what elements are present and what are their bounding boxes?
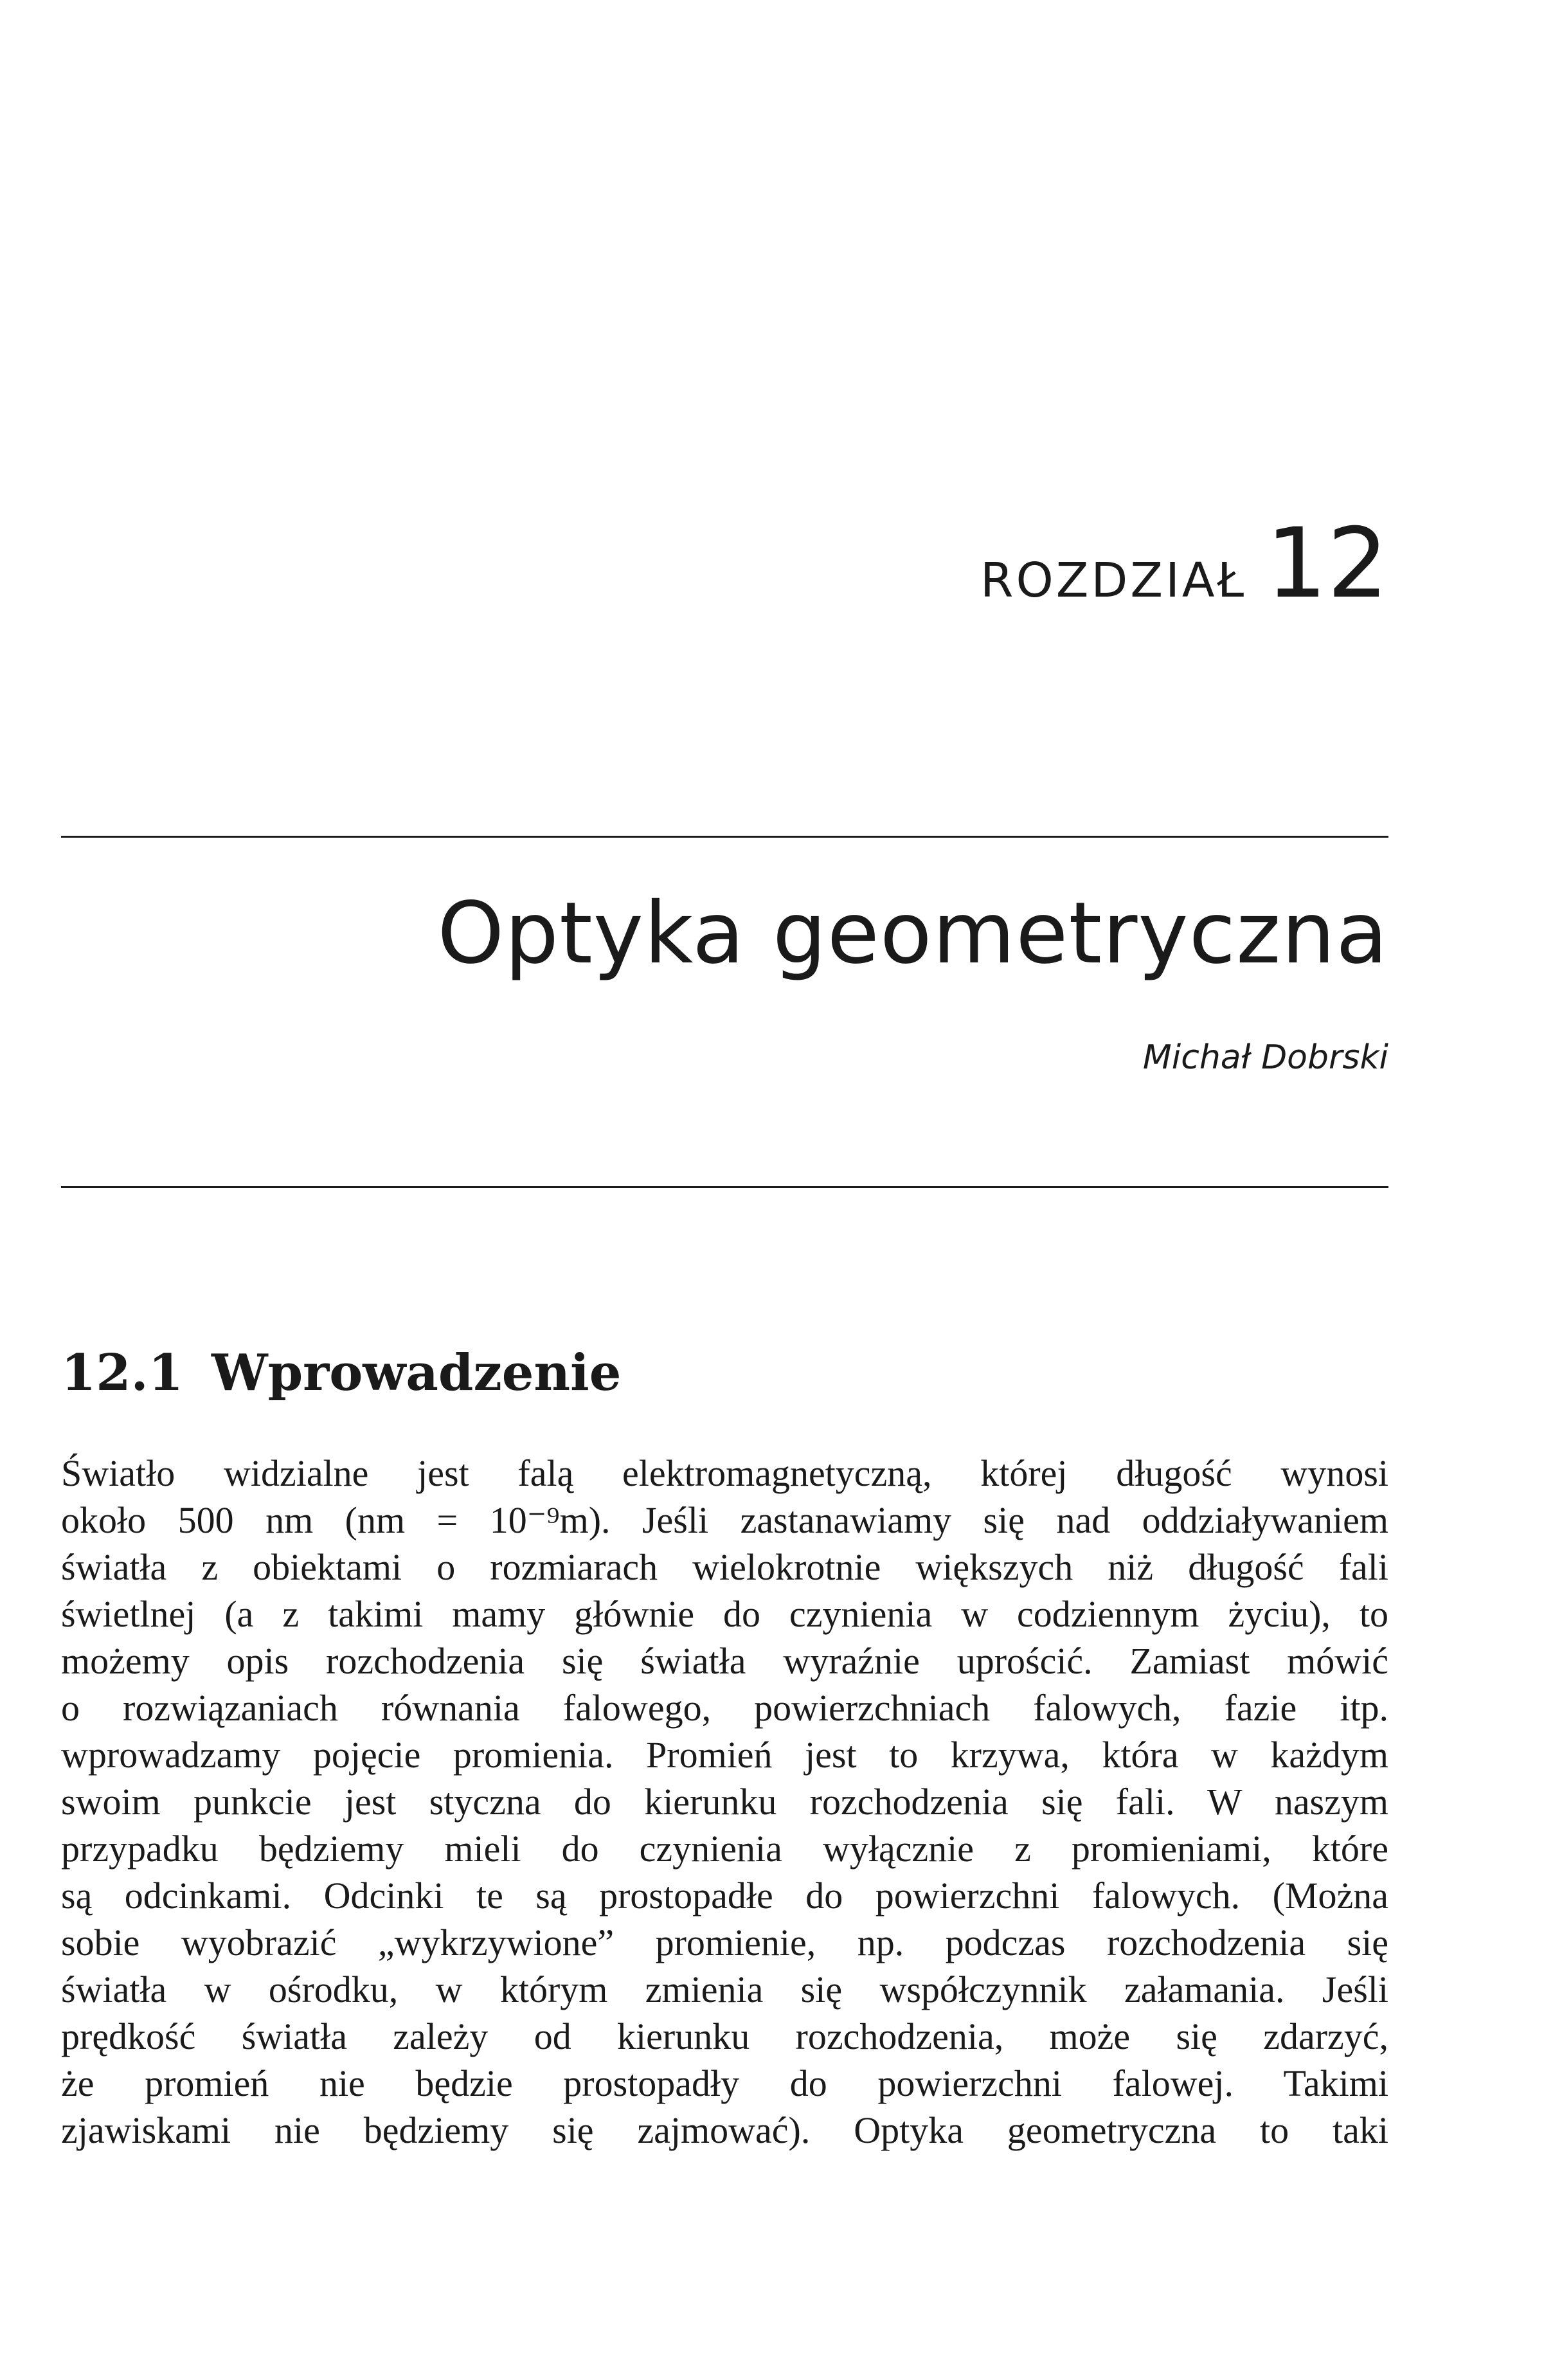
body-line: Światło widzialne jest falą elektromagnetyczną, której długość wynosi <box>61 1452 1388 1494</box>
body-line: świetlnej (a z takimi mamy głównie do czynienia w codziennym życiu), to <box>61 1593 1388 1635</box>
body-paragraph <box>61 1450 1388 2154</box>
chapter-label <box>980 508 1388 620</box>
section-number: 12.1 <box>61 1344 183 1402</box>
body-line: są odcinkami. Odcinki te są prostopadłe do powierzchni falowych. (Można <box>61 1875 1388 1916</box>
section-heading <box>61 1344 621 1402</box>
top-rule <box>61 836 1388 838</box>
body-line: możemy opis rozchodzenia się światła wyraźnie uprościć. Zamiast mówić <box>61 1640 1388 1682</box>
body-line: światła w ośrodku, w którym zmienia się współczynnik załamania. Jeśli <box>61 1969 1388 2010</box>
chapter-word: ROZDZIAŁ <box>980 553 1247 608</box>
body-line: około 500 nm (nm = 10⁻⁹m). Jeśli zastanawiamy się nad oddziaływaniem <box>61 1499 1388 1541</box>
body-line: swoim punkcie jest styczna do kierunku rozchodzenia się fali. W naszym <box>61 1781 1388 1823</box>
body-line: światła z obiektami o rozmiarach wielokrotnie większych niż długość fali <box>61 1546 1388 1588</box>
bottom-rule <box>61 1186 1388 1188</box>
chapter-number: 12 <box>1266 508 1388 620</box>
body-line: zjawiskami nie będziemy się zajmować). Optyka geometryczna to taki <box>61 2109 1388 2151</box>
body-line: o rozwiązaniach równania falowego, powierzchniach falowych, fazie itp. <box>61 1687 1388 1729</box>
body-line: przypadku będziemy mieli do czynienia wyłącznie z promieniami, które <box>61 1828 1388 1870</box>
body-line: sobie wyobrazić „wykrzywione” promienie, np. podczas rozchodzenia się <box>61 1922 1388 1963</box>
body-line: wprowadzamy pojęcie promienia. Promień jest to krzywa, która w każdym <box>61 1734 1388 1776</box>
body-line: że promień nie będzie prostopadły do powierzchni falowej. Takimi <box>61 2062 1388 2104</box>
chapter-title: Optyka geometryczna <box>437 884 1388 983</box>
body-line: prędkość światła zależy od kierunku rozchodzenia, może się zdarzyć, <box>61 2015 1388 2057</box>
section-title: Wprowadzenie <box>211 1344 622 1402</box>
author-name: Michał Dobrski <box>1142 1038 1388 1077</box>
